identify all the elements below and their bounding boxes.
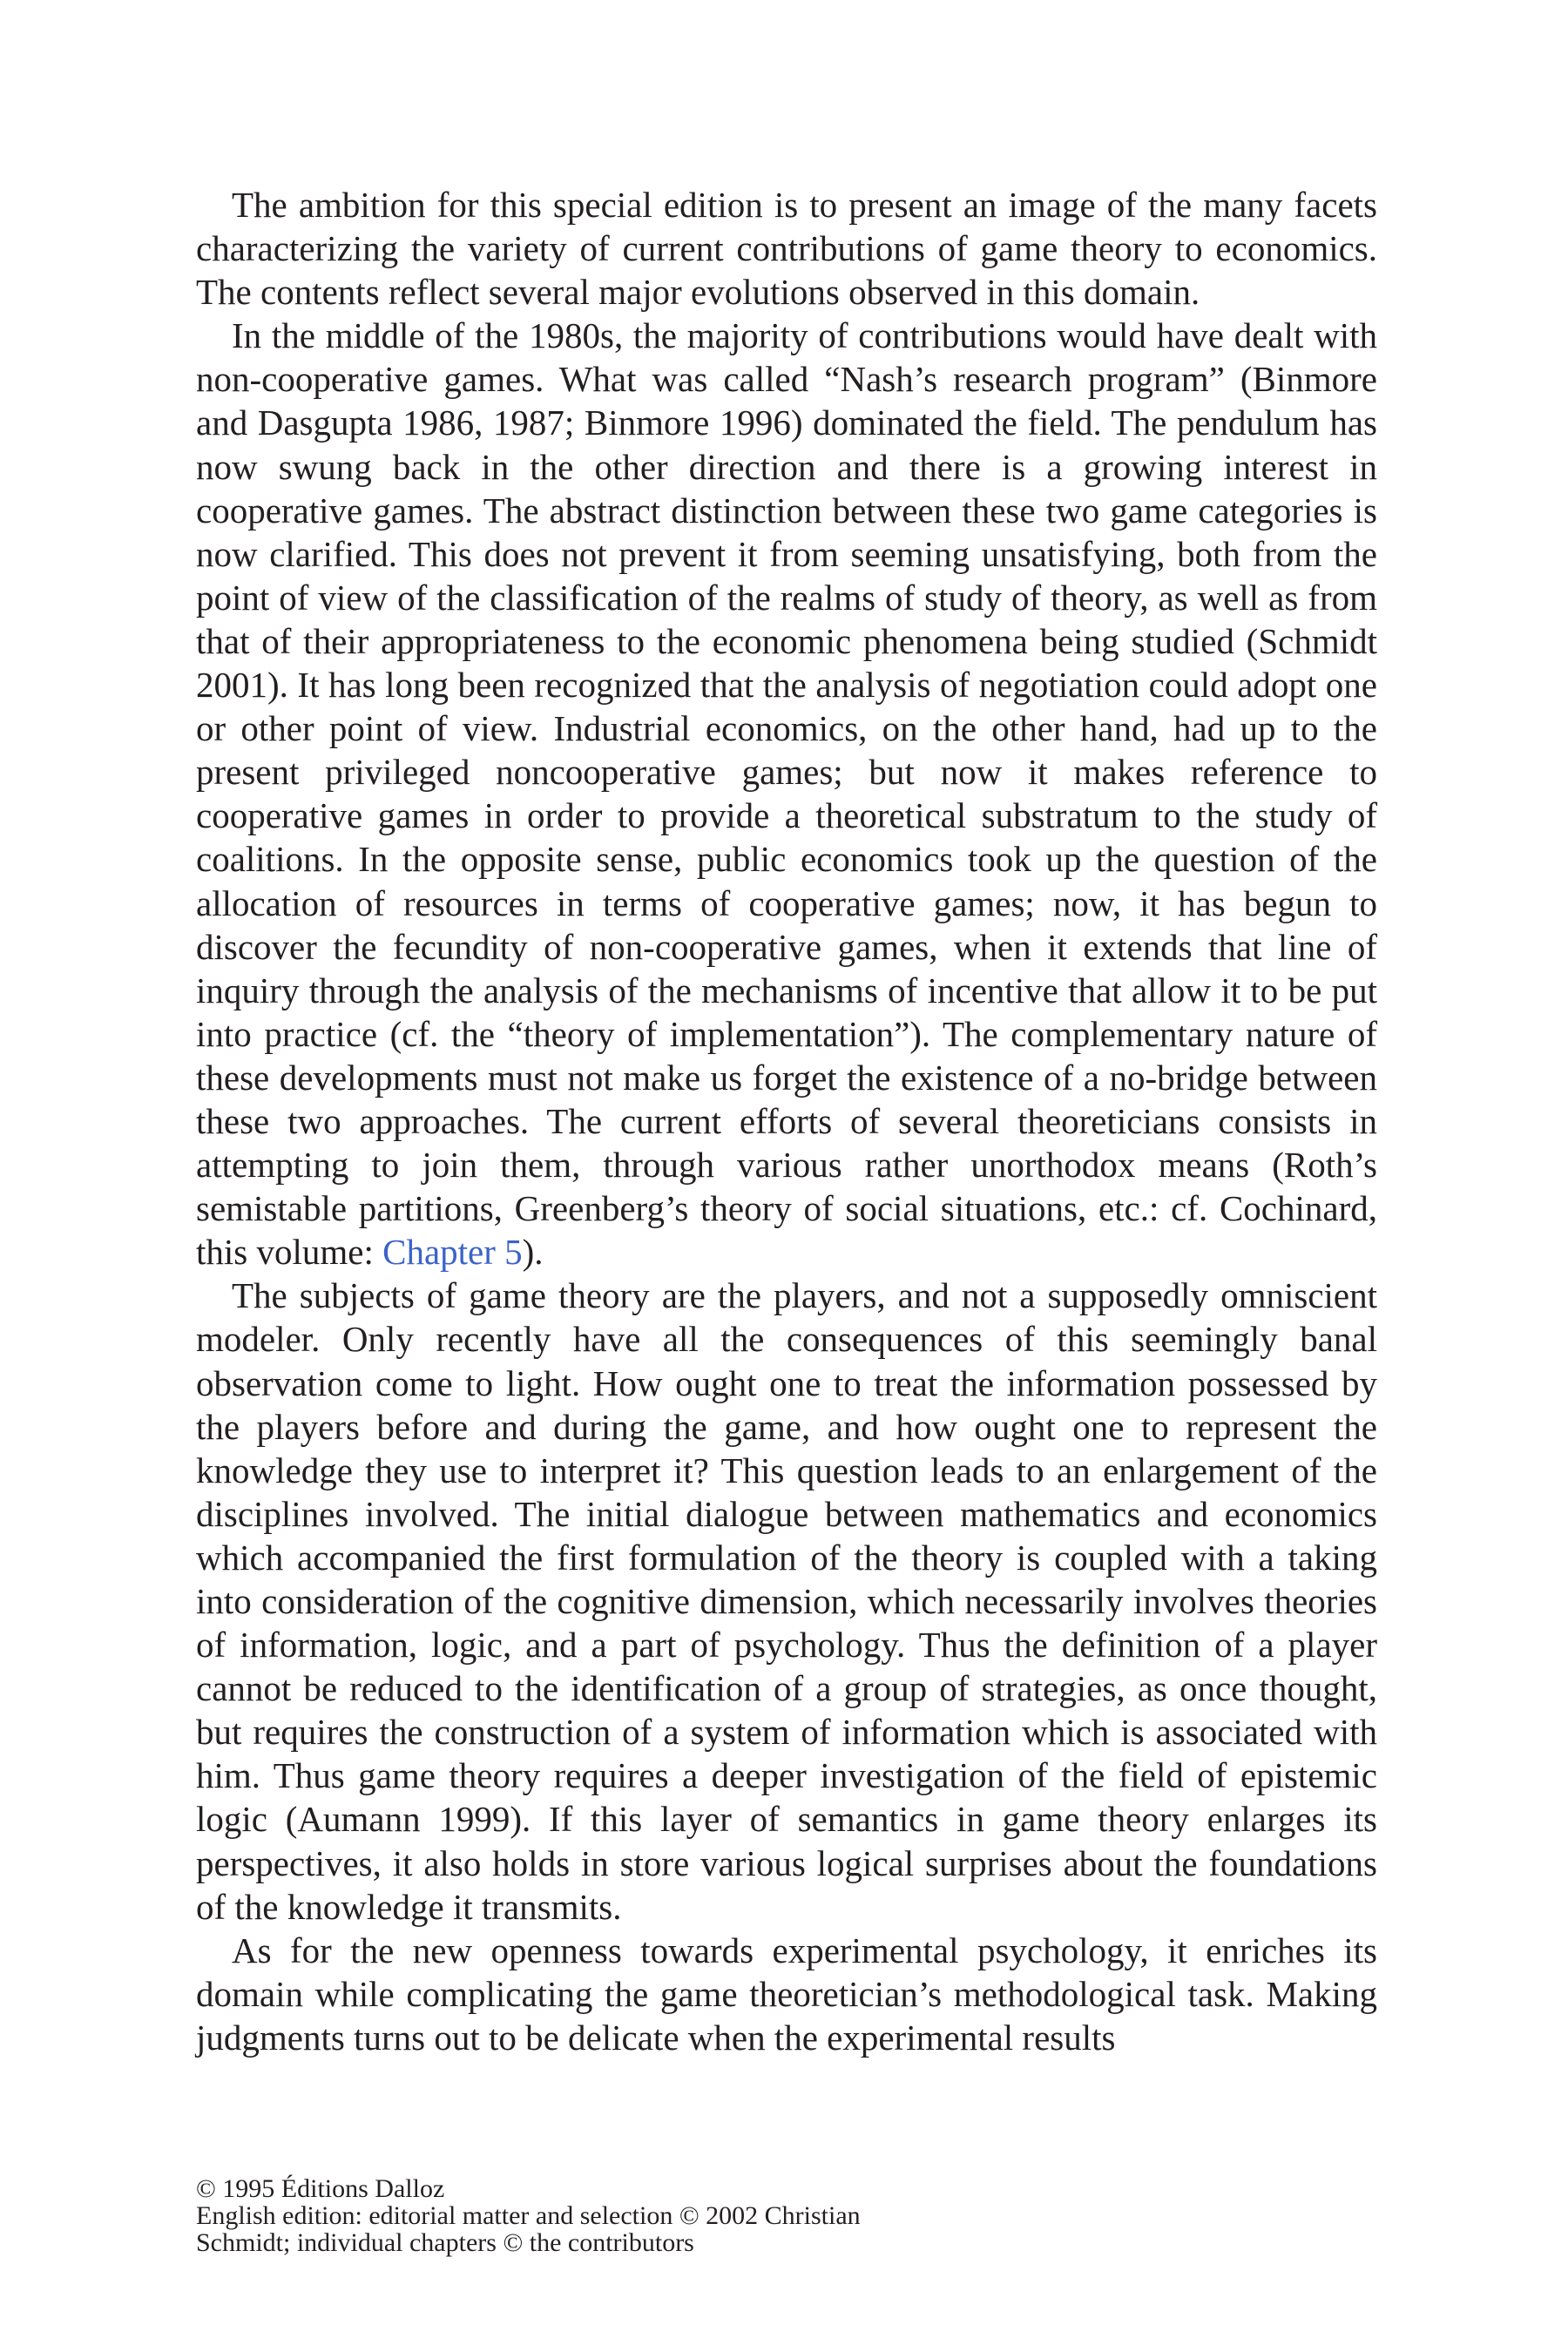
paragraph-2	[196, 314, 1377, 1274]
paragraph-3: The subjects of game theory are the players, and not a supposedly omniscient modeler. Only recently have all the consequences of this seemingly banal observation come to light. How ought one to treat the information possessed by the players before and during the game, and how ought one to represent the knowledge they use to interpret it? This question leads to an enlargement of the disciplines involved. The initial dialogue between mathematics and economics which accompanied the first formulation of the theory is coupled with a taking into consideration of the cognitive dimension, which necessarily involves theories of information, logic, and a part of psychology. Thus the definition of a player cannot be reduced to the identification of a group of strategies, as once thought, but requires the construction of a system of information which is associated with him. Thus game theory requires a deeper investigation of the field of epistemic logic (Aumann 1999). If this layer of semantics in game theory enlarges its perspectives, it also holds in store various logical surprises about the foundations of the knowledge it transmits.	[196, 1275, 1377, 1927]
copyright-line-1: © 1995 Éditions Dalloz	[196, 2174, 445, 2203]
chapter-5-link[interactable]: Chapter 5	[382, 1232, 523, 1273]
copyright-line-2: English edition: editorial matter and selection © 2002 Christian	[196, 2201, 861, 2230]
body-text	[196, 183, 1377, 2059]
copyright-footer	[196, 2175, 1067, 2256]
paragraph-2-end: ).	[522, 1232, 544, 1273]
paragraph-2-text: In the middle of the 1980s, the majority of contributions would have dealt with non-cooperative games. What was called “Nash’s research program” (Binmore and Dasgupta 1986, 1987; Binmore 1996) dominated the field. The pendulum has now swung back in the other direction and there is a growing interest in cooperative games. The abstract distinction between these two game categories is now clarified. This does not prevent it from seeming unsatisfying, both from the point of view of the classification of the realms of study of theory, as well as from that of their appropriateness to the economic phenomena being studied (Schmidt 2001). It has long been recognized that the analysis of negotiation could adopt one or other point of view. Industrial economics, on the other hand, had up to the present privileged noncooperative games; but now it makes reference to cooperative games in order to provide a theoretical substratum to the study of coalitions. In the opposite sense, public economics took up the question of the allocation of resources in terms of cooperative games; now, it has begun to discover the fecundity of non-cooperative games, when it extends that line of inquiry through the analysis of the mechanisms of incentive that allow it to be put into practice (cf. the “theory of implementation”). The complementary nature of these developments must not make us forget the existence of a no-bridge between these two approaches. The current efforts of several theoreticians consists in attempting to join them, through various rather unorthodox means (Roth’s semistable partitions, Greenberg’s theory of social situations, etc.: cf. Cochinard, this volume:	[196, 315, 1377, 1273]
paragraph-4: As for the new openness towards experimental psychology, it enriches its domain while complicating the game theoretician’s methodological task. Making judgments turns out to be delicate when the experimental results	[196, 1930, 1377, 2058]
copyright-line-3: Schmidt; individual chapters © the contributors	[196, 2228, 694, 2257]
paragraph-1: The ambition for this special edition is to present an image of the many facets characterizing the variety of current contributions of game theory to economics. The contents reflect several major evolutions observed in this domain.	[196, 185, 1377, 313]
